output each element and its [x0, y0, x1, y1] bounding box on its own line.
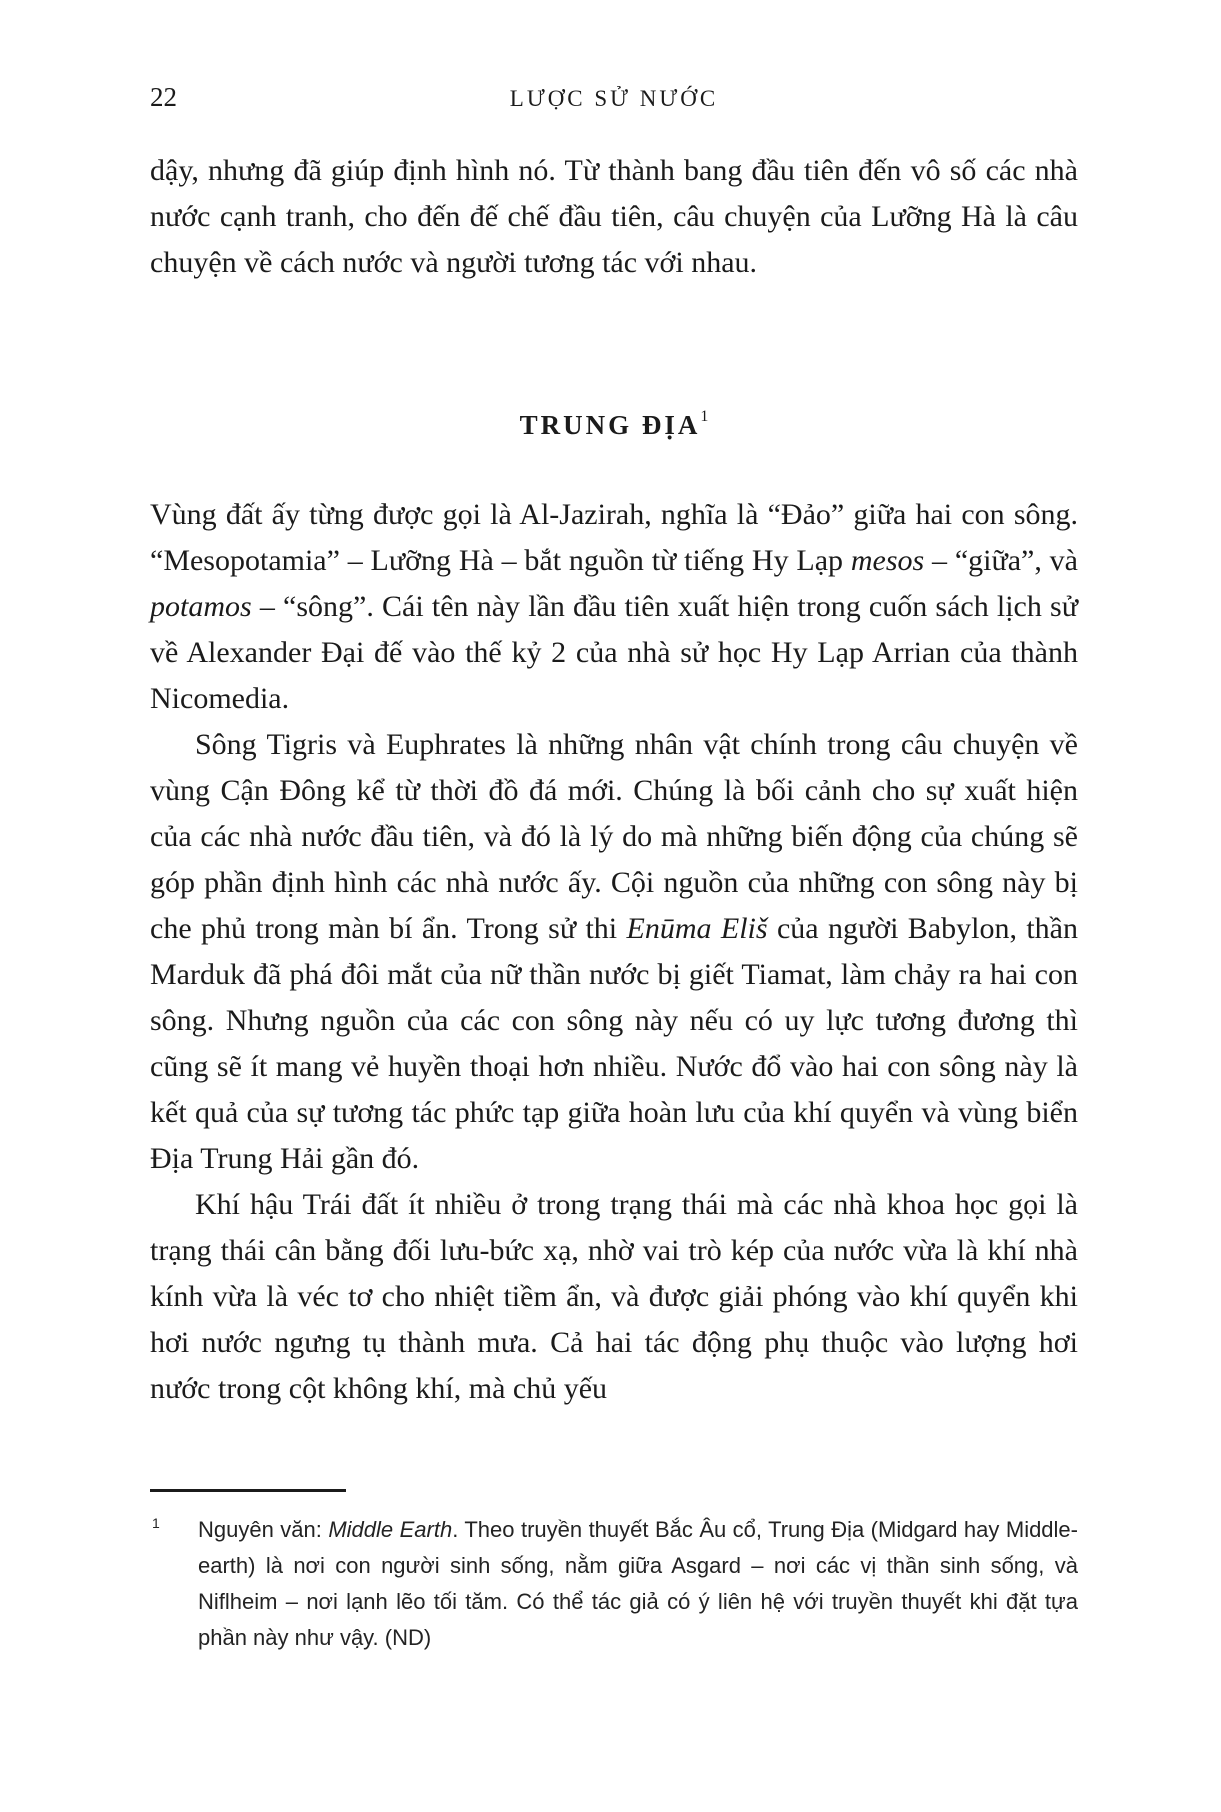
footnote-separator — [150, 1489, 346, 1492]
italic-title-enuma-elis: Enūma Eliš — [626, 912, 768, 945]
section-heading — [150, 406, 1078, 444]
text-segment: . Theo truyền thuyết Bắc Âu cổ, Trung Địa (Midgard hay Middle-earth) là nơi con người sinh sống, nằm giữa Asgard – nơi các vị thần sinh sống, và Niflheim – nơi lạnh lẽo tối tăm. Có thể tác giả có ý liên hệ với truyền thuyết khi đặt tựa phần này như vậy. (ND) — [198, 1517, 1078, 1650]
italic-term-mesos: mesos — [850, 544, 925, 577]
footnote — [150, 1512, 1078, 1656]
paragraph-rivers — [150, 722, 1078, 1182]
text-segment: của người Babylon, thần Marduk đã phá đôi mắt của nữ thần nước bị giết Tiamat, làm chảy ra hai con sông. Nhưng nguồn của các con sông này nếu có uy lực tương đương thì cũng sẽ ít mang vẻ huyền thoại hơn nhiều. Nước đổ vào hai con sông này là kết quả của sự tương tác phức tạp giữa hoàn lưu của khí quyển và vùng biển Địa Trung Hải gần đó. — [150, 912, 1078, 1175]
text-segment: – “giữa”, và — [924, 544, 1079, 577]
text-segment: Vùng đất ấy từng được gọi là Al-Jazirah, nghĩa là “Đảo” giữa hai con sông. “Mesopotamia” – Lưỡng Hà – bắt nguồn từ tiếng Hy Lạp — [150, 498, 1078, 577]
italic-term-potamos: potamos — [150, 590, 252, 623]
page-number: 22 — [150, 82, 177, 112]
paragraph-continuation: dậy, nhưng đã giúp định hình nó. Từ thành bang đầu tiên đến vô số các nhà nước cạnh tranh, cho đến đế chế đầu tiên, câu chuyện của Lưỡng Hà là câu chuyện về cách nước và người tương tác với nhau. — [150, 154, 1078, 279]
italic-title-middle-earth: Middle Earth — [328, 1517, 453, 1542]
footnote-reference[interactable]: 1 — [700, 408, 709, 425]
footnote-marker: 1 — [152, 1515, 160, 1531]
text-segment: Nguyên văn: — [198, 1517, 329, 1542]
section-heading-text: TRUNG ĐỊA — [519, 410, 701, 440]
text-segment: – “sông”. Cái tên này lần đầu tiên xuất hiện trong cuốn sách lịch sử về Alexander Đại đế vào thế kỷ 2 của nhà sử học Hy Lạp Arrian của thành Nicomedia. — [150, 590, 1078, 715]
text-segment: Sông Tigris và Euphrates là những nhân vật chính trong câu chuyện về vùng Cận Đông kể từ thời đồ đá mới. Chúng là bối cảnh cho sự xuất hiện của các nhà nước đầu tiên, và đó là lý do mà những biến động của chúng sẽ góp phần định hình các nhà nước ấy. Cội nguồn của những con sông này bị che phủ trong màn bí ẩn. Trong sử thi — [150, 728, 1078, 945]
footnote-text — [198, 1517, 1078, 1650]
running-title: LƯỢC SỬ NƯỚC — [509, 86, 719, 111]
page-body — [150, 0, 1078, 1656]
paragraph-climate: Khí hậu Trái đất ít nhiều ở trong trạng thái mà các nhà khoa học gọi là trạng thái cân bằng đối lưu-bức xạ, nhờ vai trò kép của nước vừa là khí nhà kính vừa là véc tơ cho nhiệt tiềm ẩn, và được giải phóng vào khí quyển khi hơi nước ngưng tụ thành mưa. Cả hai tác động phụ thuộc vào lượng hơi nước trong cột không khí, mà chủ yếu — [150, 1188, 1078, 1405]
paragraph-mesopotamia — [150, 492, 1078, 722]
